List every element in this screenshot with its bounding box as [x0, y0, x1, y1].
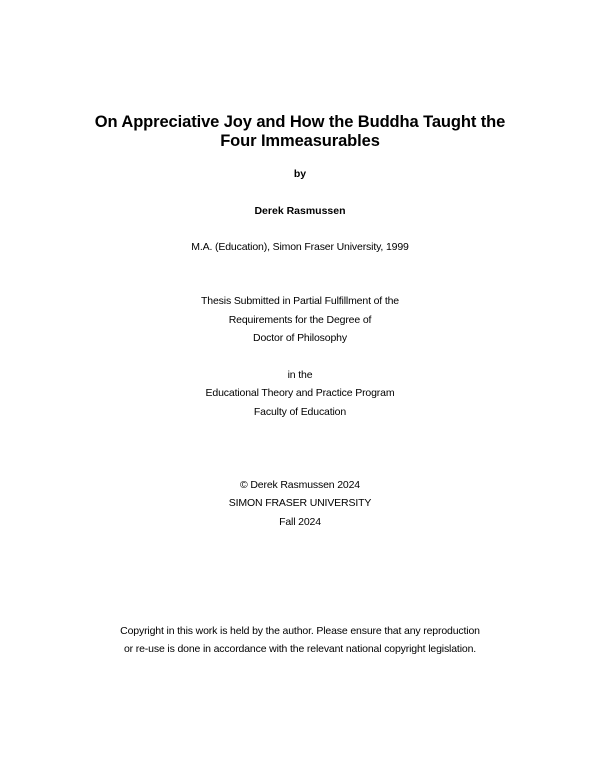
program-line-2: Educational Theory and Practice Program: [205, 387, 395, 399]
program-line-1: in the: [287, 369, 313, 381]
thesis-title-line-2: Four Immeasurables: [220, 132, 380, 150]
by-label: by: [293, 168, 307, 180]
submission-line-1: Thesis Submitted in Partial Fulfillment of the: [201, 295, 399, 307]
term: Fall 2024: [279, 516, 321, 528]
prior-degree: M.A. (Education), Simon Fraser University, 1999: [191, 241, 409, 253]
program-line-3: Faculty of Education: [253, 406, 347, 418]
thesis-title-line-1: On Appreciative Joy and How the Buddha Taught the: [94, 113, 506, 131]
submission-line-3: Doctor of Philosophy: [253, 332, 347, 344]
submission-line-2: Requirements for the Degree of: [228, 314, 372, 326]
university-name: SIMON FRASER UNIVERSITY: [228, 497, 372, 509]
copyright-line: © Derek Rasmussen 2024: [240, 479, 360, 491]
copyright-notice-line-1: Copyright in this work is held by the author. Please ensure that any reproduction: [120, 625, 480, 637]
copyright-notice-line-2: or re-use is done in accordance with the relevant national copyright legislation.: [123, 643, 477, 655]
author-name: Derek Rasmussen: [254, 205, 346, 217]
